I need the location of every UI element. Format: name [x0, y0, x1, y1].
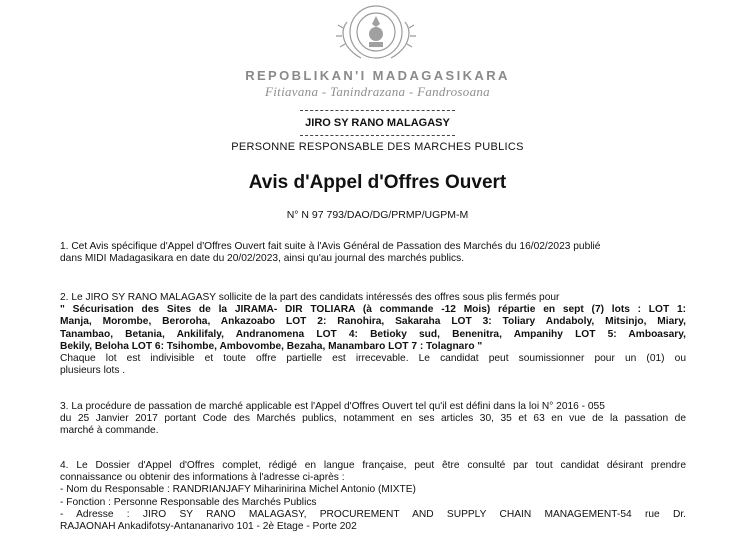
p3-line: marché à commande. — [60, 425, 159, 437]
coat-of-arms-icon — [333, 2, 419, 64]
responsible-title: PERSONNE RESPONSABLE DES MARCHES PUBLICS — [231, 141, 524, 153]
divider-top — [300, 110, 455, 111]
p2-lots-line: " Sécurisation des Sites de la JIRAMA- DIR TOLIARA (à commande -12 Mois) répartie en sept (7) lots : LOT 1: — [60, 304, 686, 316]
p1-line: dans MIDI Madagasikara en date du 20/02/2023, ainsi qu'au journal des marchés publics. — [60, 253, 465, 265]
p2-line: Chaque lot est indivisible et toute offre partielle est irrecevable. Le candidat peut soumissionner pour un (01) ou — [60, 353, 686, 365]
p4-line: - Nom du Responsable : RANDRIANJAFY Miharinirina Michel Antonio (MIXTE) — [60, 484, 416, 496]
p4-line: RAJAONAH Ankadifotsy-Antananarivo 101 - 2è Etage - Porte 202 — [60, 521, 357, 533]
p4-line: 4. Le Dossier d'Appel d'Offres complet, rédigé en langue française, peut être consulté par tout candidat désirant prendre — [60, 460, 686, 471]
divider-middle — [300, 135, 455, 136]
p4-line: connaissance ou obtenir des informations à l'adresse ci-après : — [60, 472, 345, 484]
p2-lots-line: Tanambao, Betania, Ankilifaly, Andranomena LOT 4: Betioky sud, Benenitra, Ampanihy LOT 5: Amboasary, — [60, 328, 686, 340]
paragraph-3 — [60, 401, 686, 438]
republic-title: REPOBLIKAN'I MADAGASIKARA — [245, 68, 510, 83]
p2-line: plusieurs lots . — [60, 365, 126, 377]
p3-line: du 25 Janvier 2017 portant Code des Marchés publics, notamment en ses articles 30, 35 et 63 en vue de la passation de — [60, 413, 686, 425]
paragraph-2 — [60, 292, 686, 377]
p2-intro: 2. Le JIRO SY RANO MALAGASY sollicite de la part des candidats intéressés des offres sous plis fermés pour — [60, 292, 560, 303]
p3-line: 3. La procédure de passation de marché applicable est l'Appel d'Offres Ouvert tel qu'il est défini dans la loi N° 2016 - 055 — [60, 401, 605, 412]
p2-lots-line: Bekily, Beloha LOT 6: Tsihombe, Ambovombe, Bezaha, Manambaro LOT 7 : Tolagnaro " — [60, 340, 483, 352]
p4-line: - Fonction : Personne Responsable des Marchés Publics — [60, 496, 317, 508]
p4-line: - Adresse : JIRO SY RANO MALAGASY, PROCUREMENT AND SUPPLY CHAIN MANAGEMENT-54 rue Dr. — [60, 508, 686, 520]
organization-name: JIRO SY RANO MALAGASY — [305, 117, 450, 129]
national-motto: Fitiavana - Tanindrazana - Fandrosoana — [265, 84, 490, 99]
paragraph-1 — [60, 241, 686, 265]
paragraph-4 — [60, 460, 686, 533]
document-reference: N° N 97 793/DAO/DG/PRMP/UGPM-M — [286, 209, 469, 221]
document-title: Avis d'Appel d'Offres Ouvert — [248, 172, 507, 193]
p2-lots-line: Manja, Morombe, Beroroha, Ankazoabo LOT 2: Ranohira, Sakaraha LOT 3: Toliary Andaboly, Mitsinjo, Miary, — [60, 316, 686, 328]
p1-line: 1. Cet Avis spécifique d'Appel d'Offres Ouvert fait suite à l'Avis Général de Passation des Marchés du 16/02/2023 publié — [60, 241, 601, 252]
